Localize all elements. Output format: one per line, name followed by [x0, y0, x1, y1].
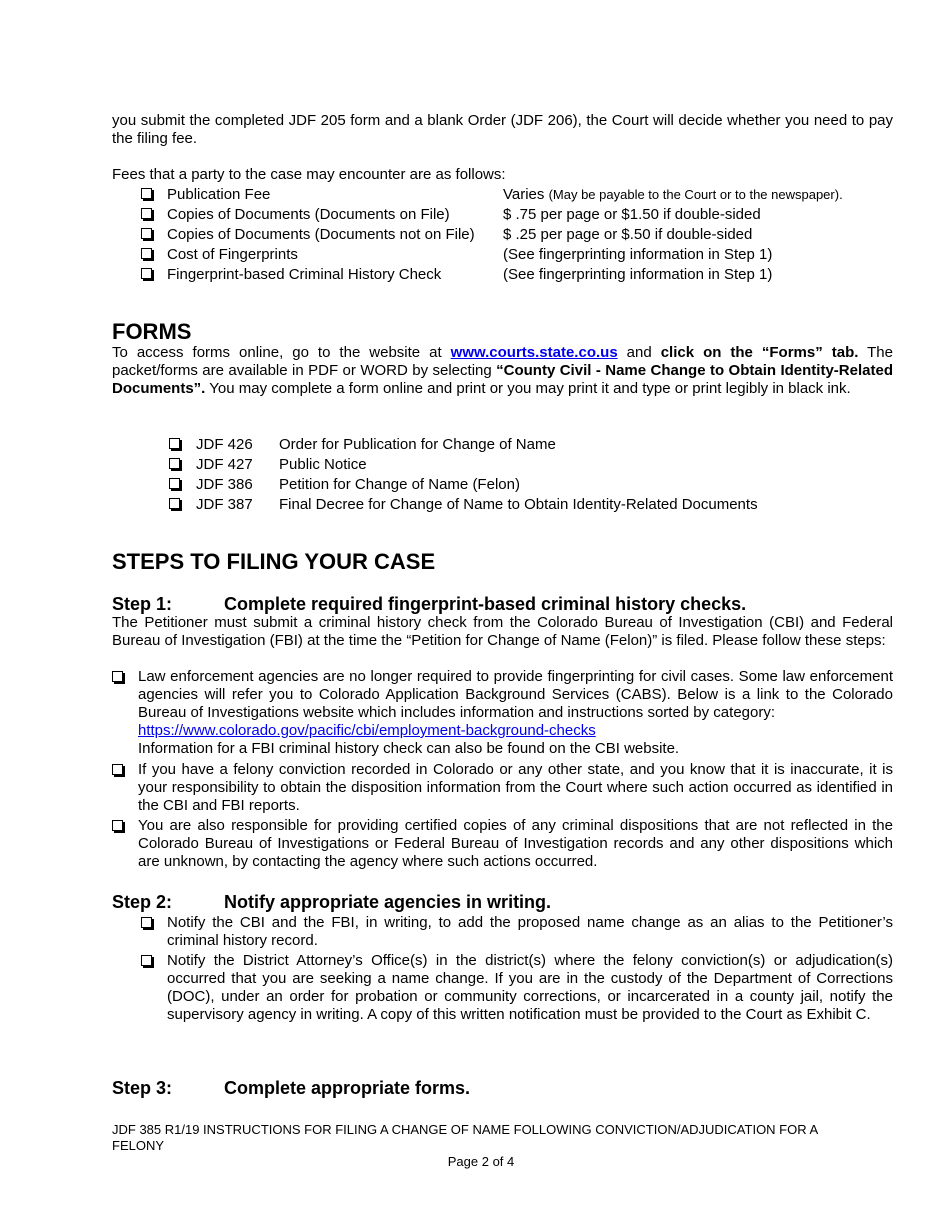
step-number: Step 1:: [112, 594, 173, 614]
step-title: Complete appropriate forms.: [224, 1078, 471, 1098]
step1-bullet: [112, 817, 893, 871]
fee-label: Publication Fee: [167, 186, 271, 203]
fee-item: [141, 185, 901, 205]
fee-amount: (See fingerprinting information in Step 1): [503, 246, 773, 263]
footer-form-title: JDF 385 R1/19 INSTRUCTIONS FOR FILING A CHANGE OF NAME FOLLOWING CONVICTION/ADJUDICATION FOR A FELONY: [112, 1122, 818, 1153]
form-title: Public Notice: [279, 456, 367, 473]
form-code: JDF 387: [196, 496, 253, 513]
form-item: [169, 495, 869, 515]
fees-intro: Fees that a party to the case may encounter are as follows:: [112, 166, 506, 183]
fee-amount: (See fingerprinting information in Step 1): [503, 266, 773, 283]
fee-label: Copies of Documents (Documents on File): [167, 206, 450, 223]
fee-label: Copies of Documents (Documents not on File): [167, 226, 475, 243]
bullet-text: Information for a FBI criminal history check can also be found on the CBI website.: [138, 740, 680, 757]
form-item: [169, 455, 869, 475]
checkbox[interactable]: [112, 764, 123, 775]
checkbox[interactable]: [141, 248, 152, 259]
fee-item: [141, 225, 901, 245]
checkbox[interactable]: [169, 458, 180, 469]
forms-heading: FORMS: [112, 319, 192, 344]
step-number: Step 2:: [112, 892, 173, 912]
step3-heading: [112, 1077, 893, 1099]
step-title: Complete required fingerprint-based criminal history checks.: [224, 594, 747, 614]
checkbox[interactable]: [169, 478, 180, 489]
fee-amount: $ .75 per page or $1.50 if double-sided: [503, 206, 761, 223]
form-item: [169, 475, 869, 495]
form-code: JDF 427: [196, 456, 253, 473]
checkbox[interactable]: [112, 671, 123, 682]
form-code: JDF 426: [196, 436, 253, 453]
checkbox[interactable]: [169, 498, 180, 509]
steps-heading: STEPS TO FILING YOUR CASE: [112, 549, 436, 574]
step1-intro: The Petitioner must submit a criminal history check from the Colorado Bureau of Investigation (CBI) and Federal Bureau of Investigation (FBI) at the time the “Petition for Change of Name (Felon)” is filed. Please follow these steps:: [112, 614, 893, 649]
bullet-text: Notify the CBI and the FBI, in writing, to add the proposed name change as an alias to the Petitioner’s criminal history record.: [167, 914, 893, 949]
forms-paragraph: To access forms online, go to the website at www.courts.state.co.us and click on the “Forms” tab. The packet/forms are available in PDF or WORD by selecting “County Civil - Name Change to Obtain Identity-Related Documents”. You may complete a form online and print or you may print it and type or print legibly in black ink.: [112, 344, 893, 397]
fee-item: [141, 205, 901, 225]
fee-item: [141, 265, 901, 285]
checkbox[interactable]: [141, 917, 152, 928]
checkbox[interactable]: [112, 820, 123, 831]
checkbox[interactable]: [141, 228, 152, 239]
fee-item: [141, 245, 901, 265]
checkbox[interactable]: [141, 268, 152, 279]
fee-amount: $ .25 per page or $.50 if double-sided: [503, 226, 753, 243]
step-number: Step 3:: [112, 1078, 173, 1098]
step1-heading: [112, 593, 893, 615]
fee-amount: Varies (May be payable to the Court or to the newspaper).: [503, 186, 843, 203]
checkbox[interactable]: [141, 208, 152, 219]
page-number: Page 2 of 4: [447, 1154, 515, 1169]
fee-label: Cost of Fingerprints: [167, 246, 298, 263]
checkbox[interactable]: [141, 188, 152, 199]
form-item: [169, 435, 869, 455]
fee-label: Fingerprint-based Criminal History Check: [167, 266, 442, 283]
bullet-text: Law enforcement agencies are no longer required to provide fingerprinting for civil cases. Some law enforcement agencies will refer you to Colorado Application Background Services (CABS). Below is a link to the Colorado Bureau of Investigations website which includes information and instructions sorted by category:: [138, 668, 893, 721]
step1-bullet: [112, 668, 893, 758]
step2-bullet: [141, 914, 893, 950]
page-footer: [112, 1122, 850, 1170]
intro-paragraph: you submit the completed JDF 205 form and a blank Order (JDF 206), the Court will decide whether you need to pay the filing fee.: [112, 112, 893, 147]
courts-website-link[interactable]: www.courts.state.co.us: [450, 344, 618, 361]
step2-heading: [112, 891, 893, 913]
checkbox[interactable]: [169, 438, 180, 449]
bullet-body: [138, 668, 893, 758]
step2-bullet: [141, 952, 893, 1024]
form-title: Order for Publication for Change of Name: [279, 436, 556, 453]
form-title: Petition for Change of Name (Felon): [279, 476, 520, 493]
bullet-text: If you have a felony conviction recorded in Colorado or any other state, and you know that it is inaccurate, it is your responsibility to obtain the disposition information from the Court where such action occurred as identified in the CBI and FBI reports.: [138, 761, 893, 814]
bullet-text: You are also responsible for providing certified copies of any criminal dispositions that are not reflected in the Colorado Bureau of Investigations or Federal Bureau of Investigation records and any other dispositions which are unknown, by contacting the agency where such actions occurred.: [138, 817, 893, 870]
step1-bullet: [112, 761, 893, 815]
form-code: JDF 386: [196, 476, 253, 493]
checkbox[interactable]: [141, 955, 152, 966]
form-title: Final Decree for Change of Name to Obtain Identity-Related Documents: [279, 496, 758, 513]
cbi-background-checks-link[interactable]: https://www.colorado.gov/pacific/cbi/employment-background-checks: [138, 722, 596, 739]
bullet-text: Notify the District Attorney’s Office(s) in the district(s) where the felony conviction(s) or adjudication(s) occurred that you are seeking a name change. If you are in the custody of the Department of Corrections (DOC), under an order for probation or community corrections, or incarcerated in a county jail, notify the supervisory agency in writing. A copy of this written notification must be provided to the Court as Exhibit C.: [167, 952, 893, 1023]
step-title: Notify appropriate agencies in writing.: [224, 892, 552, 912]
